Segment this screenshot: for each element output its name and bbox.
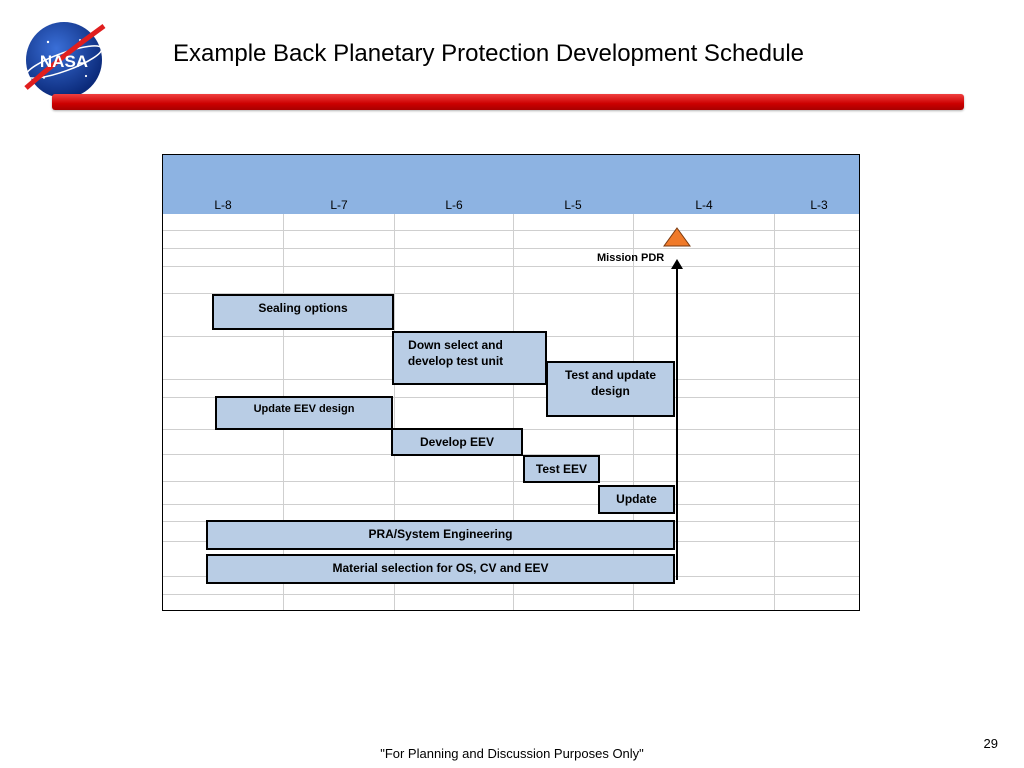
slide-title: Example Back Planetary Protection Development Schedule [173, 40, 805, 67]
task-label: Down select and develop test unit [407, 338, 504, 368]
task-bar [212, 294, 394, 330]
milestone-label: Mission PDR [597, 252, 665, 264]
footer-disclaimer: "For Planning and Discussion Purposes Only" [380, 746, 644, 761]
grid-line [163, 266, 859, 267]
milestone-marker-icon [663, 227, 691, 247]
grid-line [163, 594, 859, 595]
schedule-gantt [162, 154, 860, 611]
grid-line [163, 230, 859, 231]
timeline-header [163, 155, 859, 214]
task-label: Update EEV design [253, 403, 355, 415]
svg-text:NASA: NASA [39, 52, 89, 71]
task-bar [206, 520, 675, 550]
milestone-line [676, 267, 678, 580]
task-label: Update [616, 492, 657, 506]
grid-line [163, 481, 859, 482]
period-label: L-7 [330, 198, 348, 212]
grid-line [513, 214, 514, 610]
task-bar [546, 361, 675, 417]
task-bar [392, 331, 547, 385]
title-accent-bar [52, 94, 964, 110]
period-label: L-4 [695, 198, 713, 212]
task-label: Develop EEV [419, 435, 495, 449]
task-bar [523, 455, 600, 483]
task-label: Test and update design [564, 368, 657, 398]
page-number: 29 [983, 736, 998, 751]
grid-line [774, 214, 775, 610]
task-bar [206, 554, 675, 584]
task-bar [391, 428, 523, 456]
period-label: L-6 [445, 198, 463, 212]
period-label: L-8 [214, 198, 232, 212]
task-label: PRA/System Engineering [368, 527, 513, 541]
period-label: L-3 [810, 198, 828, 212]
task-label: Test EEV [535, 462, 588, 476]
period-label: L-5 [564, 198, 582, 212]
nasa-logo [22, 18, 106, 102]
task-label: Material selection for OS, CV and EEV [332, 561, 549, 575]
task-bar [215, 396, 393, 430]
task-bar [598, 485, 675, 514]
grid-line [163, 248, 859, 249]
grid-line [163, 504, 859, 505]
task-label: Sealing options [258, 301, 348, 315]
grid-line [394, 214, 395, 610]
